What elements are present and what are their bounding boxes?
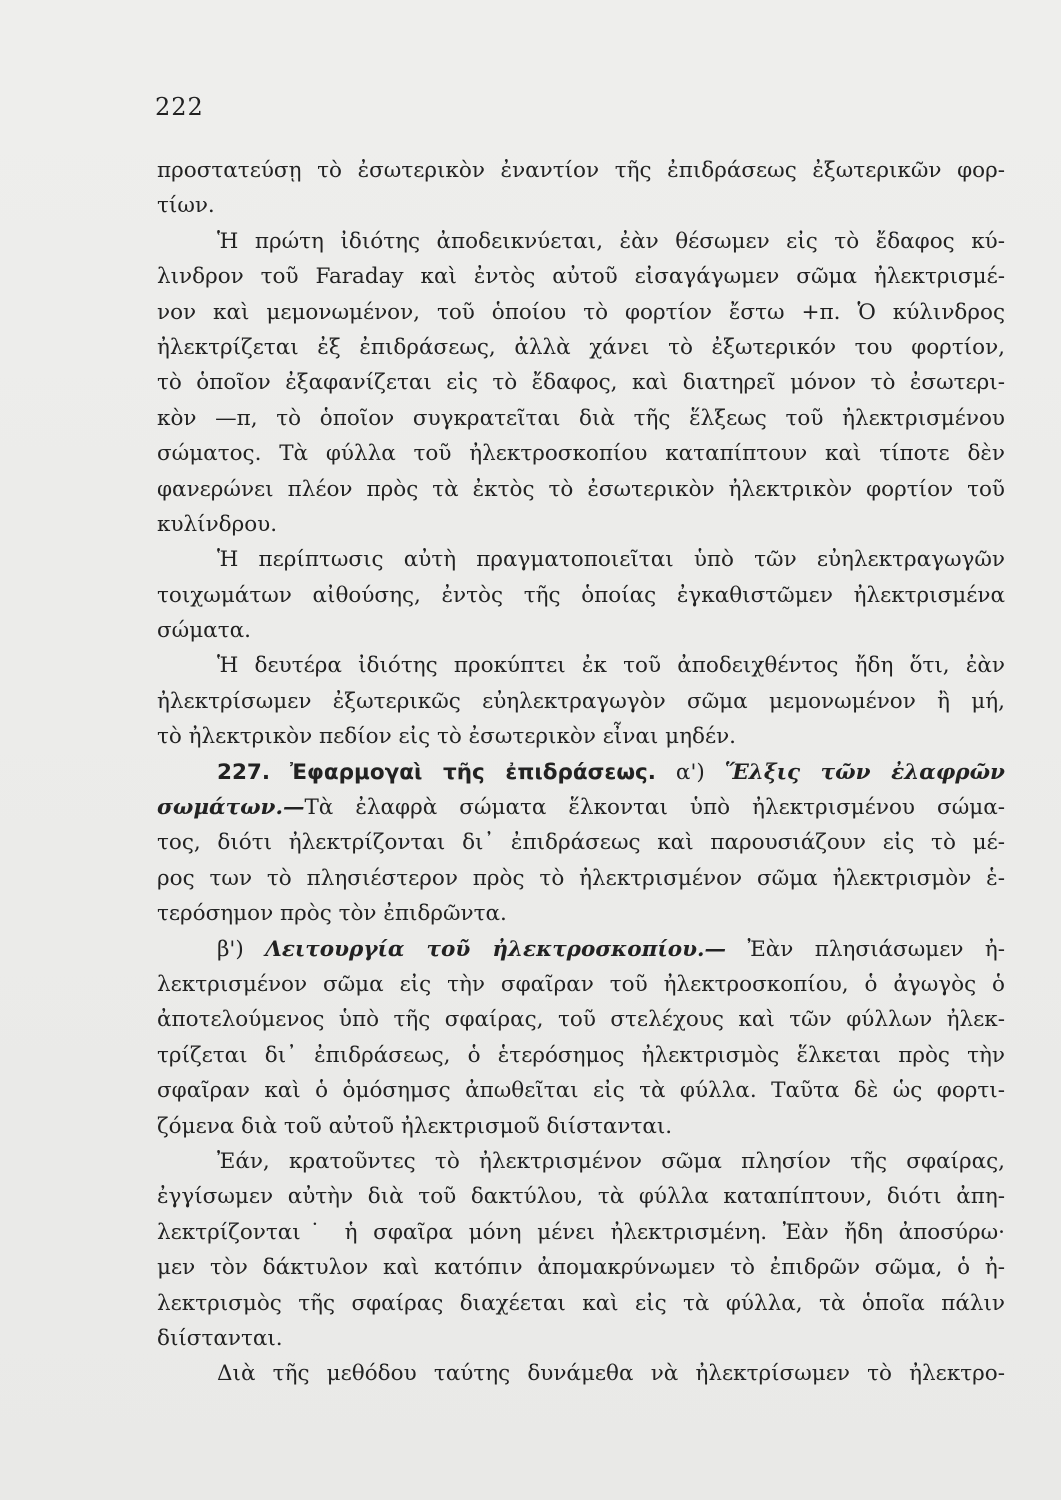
text-line: τίων. — [157, 193, 215, 219]
subsection-a-title-end: σωμάτων.— — [157, 795, 305, 821]
text-line: τερόσημον πρὸς τὸν ἐπιδρῶντα. — [157, 901, 507, 927]
text-line: μεν τὸν δάκτυλον καὶ κατόπιν ἀπομακρύνωμεν τὸ ἐπιδρῶν σῶμα, ὁ ἠ- — [157, 1255, 1005, 1281]
text-line: προστατεύσῃ τὸ ἐσωτερικὸν ἐναντίον τῆς ἐπιδράσεως ἐξωτερικῶν φορ- — [157, 158, 1005, 183]
text-line: λινδρον τοῦ Faraday καὶ ἐντὸς αὐτοῦ εἰσαγάγωμεν σῶμα ἠλεκτρισμέ- — [157, 264, 1005, 290]
subsection-b-text: Ἐὰν πλησιάσωμεν ἠ- — [747, 936, 1005, 962]
text-line: Ἡ δευτέρα ἰδιότης προκύπτει ἐκ τοῦ ἀποδειχθέντος ἤδη ὅτι, ἐὰν — [217, 653, 1005, 679]
text-line: ἐγγίσωμεν αὐτὴν διὰ τοῦ δακτύλου, τὰ φύλλα καταπίπτουν, διότι ἀπη- — [157, 1184, 1005, 1210]
section-number: 227. — [217, 759, 271, 785]
subsection-a-title: Ἕλξις τῶν ἐλαφρῶν — [724, 759, 1005, 785]
text-line: ἠλεκτρίσωμεν ἐξωτερικῶς εὐηλεκτραγωγὸν σῶμα μεμονωμένον ἢ μή, — [157, 688, 1005, 714]
subsection-b-label: β') — [217, 936, 244, 962]
text-line — [157, 790, 1005, 825]
text-line: λεκτρισμὸς τῆς σφαίρας διαχέεται καὶ εἰς τὰ φύλλα, τὰ ὁποῖα πάλιν — [157, 1290, 1005, 1316]
text-line: τὸ ὁποῖον ἐξαφανίζεται εἰς τὸ ἔδαφος, καὶ διατηρεῖ μόνον τὸ ἐσωτερι- — [157, 370, 1005, 396]
text-line: κυλίνδρου. — [157, 511, 278, 537]
text-line: σώματα. — [157, 618, 251, 644]
text-line: λεκτρισμένον σῶμα εἰς τὴν σφαῖραν τοῦ ἠλεκτροσκοπίου, ὁ ἀγωγὸς ὁ — [157, 971, 1005, 997]
text-line: ἠλεκτρίζεται ἐξ ἐπιδράσεως, ἀλλὰ χάνει τὸ ἐξωτερικόν του φορτίον, — [157, 334, 1005, 360]
section-title: Ἐφαρμογαὶ τῆς ἐπιδράσεως. — [290, 759, 656, 785]
text-line: ρος των τὸ πλησιέστερον πρὸς τὸ ἠλεκτρισμένον σῶμα ἠλεκτρισμὸν ἑ- — [157, 865, 1005, 891]
text-line: διίστανται. — [157, 1325, 283, 1351]
subsection-b-title: Λειτουργία τοῦ ἠλεκτροσκοπίου.— — [265, 936, 727, 962]
subsection-a-label: α') — [675, 759, 705, 785]
subsection-b-heading — [157, 932, 1005, 967]
text-line: σώματος. Τὰ φύλλα τοῦ ἠλεκτροσκοπίου καταπίπτουν καὶ τίποτε δὲν — [157, 441, 1005, 467]
text-line: ἀποτελούμενος ὑπὸ τῆς σφαίρας, τοῦ στελέχους καὶ τῶν φύλλων ἠλεκ- — [157, 1007, 1005, 1033]
subsection-a-text: Τὰ ἐλαφρὰ σώματα ἕλκονται ὑπὸ ἠλεκτρισμένου σώμα- — [304, 795, 1005, 821]
text-line: κὸν —π, τὸ ὁποῖον συγκρατεῖται διὰ τῆς ἕλξεως τοῦ ἠλεκτρισμένου — [157, 405, 1005, 431]
text-line: Ἡ περίπτωσις αὐτὴ πραγματοποιεῖται ὑπὸ τῶν εὐηλεκτραγωγῶν — [217, 547, 1005, 573]
text-line: τος, διότι ἠλεκτρίζονται δι᾽ ἐπιδράσεως καὶ παρουσιάζουν εἰς τὸ μέ- — [157, 830, 1005, 856]
text-line: τοιχωμάτων αἰθούσης, ἐντὸς τῆς ὁποίας ἐγκαθιστῶμεν ἠλεκτρισμένα — [157, 582, 1005, 608]
page-body — [157, 153, 1005, 1392]
text-line: τὸ ἠλεκτρικὸν πεδίον εἰς τὸ ἐσωτερικὸν εἶναι μηδέν. — [157, 724, 737, 750]
text-line: Διὰ τῆς μεθόδου ταύτης δυνάμεθα νὰ ἠλεκτρίσωμεν τὸ ἠλεκτρο- — [217, 1361, 1005, 1387]
text-line: ζόμενα διὰ τοῦ αὐτοῦ ἠλεκτρισμοῦ διίστανται. — [157, 1113, 673, 1139]
text-line: Ἐάν, κρατοῦντες τὸ ἠλεκτρισμένον σῶμα πλησίον τῆς σφαίρας, — [217, 1148, 1005, 1174]
page-number: 222 — [155, 93, 204, 121]
section-heading — [157, 755, 1005, 790]
text-line: νον καὶ μεμονωμένον, τοῦ ὁποίου τὸ φορτίον ἔστω +π. Ὁ κύλινδρος — [157, 299, 1005, 325]
text-line: τρίζεται δι᾽ ἐπιδράσεως, ὁ ἑτερόσημος ἠλεκτρισμὸς ἕλκεται πρὸς τὴν — [157, 1042, 1005, 1068]
text-line: φανερώνει πλέον πρὸς τὰ ἐκτὸς τὸ ἐσωτερικὸν ἠλεκτρικὸν φορτίον τοῦ — [157, 476, 1005, 502]
text-line: λεκτρίζονται˙ ἡ σφαῖρα μόνη μένει ἠλεκτρισμένη. Ἐὰν ἤδη ἀποσύρω· — [157, 1219, 1005, 1245]
text-line: σφαῖραν καὶ ὁ ὁμόσημσς ἀπωθεῖται εἰς τὰ φύλλα. Ταῦτα δὲ ὡς φορτι- — [157, 1078, 1005, 1104]
text-line: Ἡ πρώτη ἰδιότης ἀποδεικνύεται, ἐὰν θέσωμεν εἰς τὸ ἔδαφος κύ- — [217, 228, 1005, 254]
